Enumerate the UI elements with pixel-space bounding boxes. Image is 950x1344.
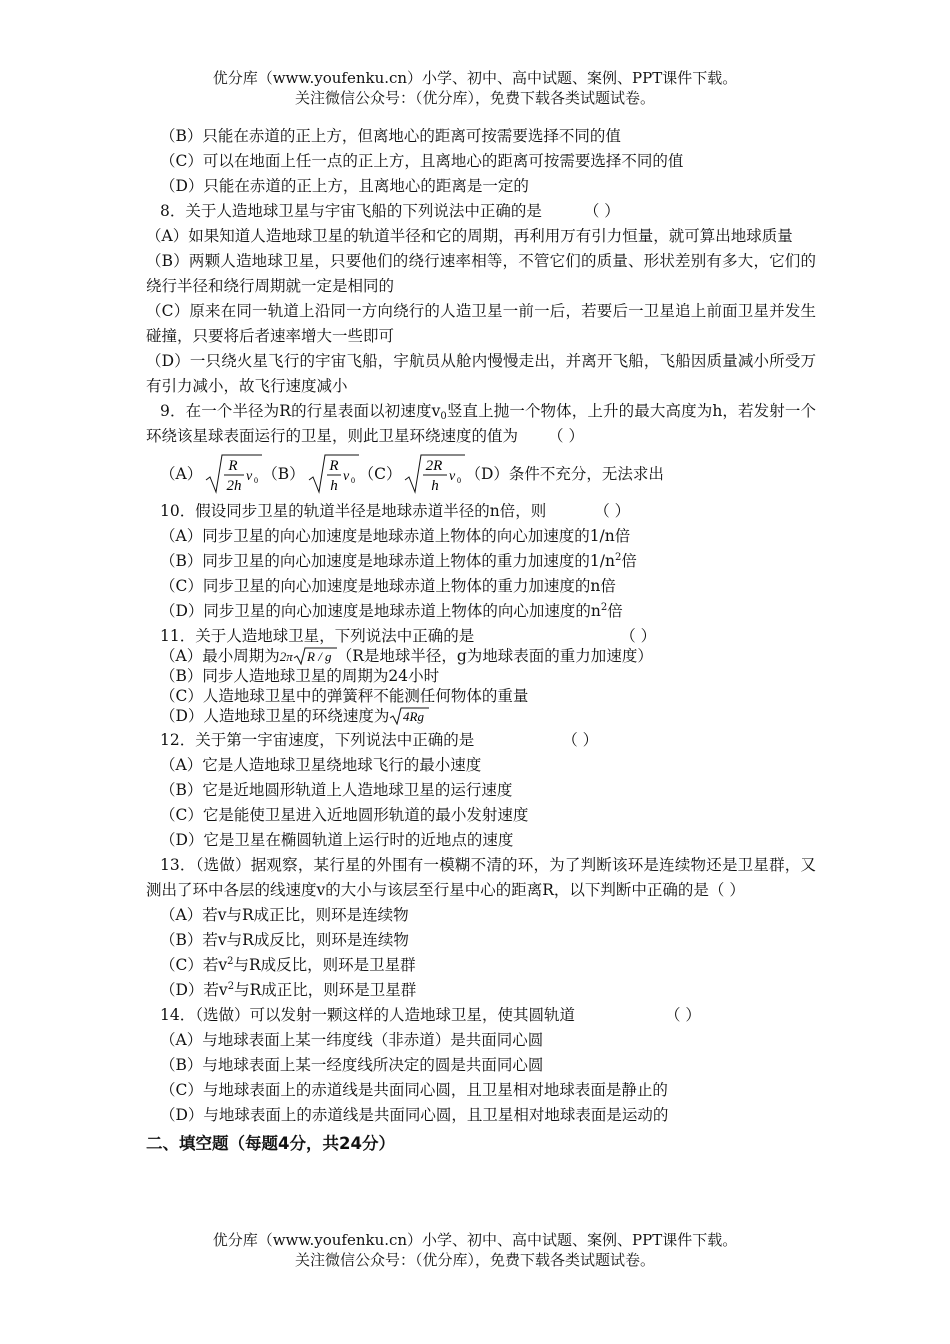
q9-c-v-sub: 0 <box>457 476 462 485</box>
q14-stem <box>146 1003 816 1028</box>
q10-stem-text: 10．假设同步卫星的轨道半径是地球赤道半径的n倍，则 <box>160 502 547 520</box>
q13-d-post: 与R成正比，则环是卫星群 <box>234 981 417 999</box>
q9-a-num: R <box>228 458 238 474</box>
q9-a-v-sub: 0 <box>254 476 259 485</box>
footer-line-2: 关注微信公众号：（优分库），免费下载各类试题试卷。 <box>294 1251 655 1269</box>
q9-stem-post: 竖直上抛一个物体，上升的最大高度为h，若发射一个环绕该星球表面运行的卫星，则此卫星环绕速度的值为 <box>146 402 817 445</box>
q13-c-pre: （C）若v <box>160 956 228 974</box>
q13-option-a: （A）若v与R成正比，则环是连续物 <box>160 906 409 924</box>
q10-b-post: 倍 <box>621 552 637 570</box>
q9-stem <box>146 399 816 449</box>
q10-option-d <box>146 599 816 624</box>
q9-options <box>146 449 816 499</box>
q9-option-a-label: （A） <box>160 465 203 483</box>
q10-b-sup: 2 <box>614 552 622 563</box>
q10-d-post: 倍 <box>607 602 623 620</box>
q9-option-c-label: （C） <box>358 465 402 483</box>
q9-option-c-formula <box>403 452 465 496</box>
header-line-2: 关注微信公众号：（优分库），免费下载各类试题试卷。 <box>294 89 655 107</box>
q11-a-post: （R是地球半径，g为地球表面的重力加速度） <box>336 647 653 665</box>
q12-stem <box>146 728 816 753</box>
q8-stem-text: 8．关于人造地球卫星与宇宙飞船的下列说法中正确的是 <box>160 202 542 220</box>
q9-option-a-formula <box>204 452 262 496</box>
q11-option-d <box>146 706 816 726</box>
exam-content <box>146 124 816 1158</box>
q9-b-v: v <box>342 469 349 484</box>
q9-b-v-sub: 0 <box>350 476 355 485</box>
q12-stem-text: 12．关于第一宇宙速度，下列说法中正确的是 <box>160 731 475 749</box>
q9-a-v: v <box>246 469 253 484</box>
q10-stem <box>146 499 816 524</box>
q13-c-sup: 2 <box>227 956 234 967</box>
q11-option-a <box>146 646 816 666</box>
q9-b-den: h <box>329 478 338 494</box>
q9-option-d: （D）条件不充分，无法求出 <box>465 465 664 483</box>
q14-option-d: （D）与地球表面上的赤道线是共面同心圆，且卫星相对地球表面是运动的 <box>160 1106 669 1124</box>
page-footer <box>0 1230 950 1270</box>
q12-option-d: （D）它是卫星在椭圆轨道上运行时的近地点的速度 <box>160 831 514 849</box>
q13-option-d <box>146 978 816 1003</box>
q12-option-a: （A）它是人造地球卫星绕地球飞行的最小速度 <box>160 756 482 774</box>
q11-d-rad: 4Rg <box>403 709 425 724</box>
q13-stem: 13．（选做）据观察，某行星的外围有一模糊不清的环，为了判断该环是连续物还是卫星群，又测出了环中各层的线速度v的大小与该层至行星中心的距离R，以下判断中正确的是（ ） <box>146 856 816 899</box>
q9-stem-pre: 9．在一个半径为R的行星表面以初速度v <box>160 402 441 420</box>
q10-d-sup: 2 <box>600 602 608 613</box>
q14-option-c: （C）与地球表面上的赤道线是共面同心圆，且卫星相对地球表面是静止的 <box>160 1081 668 1099</box>
q11-stem-text: 11．关于人造地球卫星，下列说法中正确的是 <box>160 627 475 645</box>
q8-option-d: （D）一只绕火星飞行的宇宙飞船，宇航员从舱内慢慢走出，并离开飞船，飞船因质量减小所受万有引力减小，故飞行速度减小 <box>146 352 816 395</box>
q13-option-b: （B）若v与R成反比，则环是连续物 <box>160 931 409 949</box>
q11-a-2pi: 2π <box>279 649 293 664</box>
q9-answer-paren: （ ） <box>548 427 584 445</box>
q10-answer-paren: （ ） <box>594 502 631 520</box>
q10-d-pre: （D）同步卫星的向心加速度是地球赤道上物体的向心加速度的n <box>160 602 601 620</box>
q10-option-a: （A）同步卫星的向心加速度是地球赤道上物体的向心加速度的1/n倍 <box>160 527 631 545</box>
q12-option-b: （B）它是近地圆形轨道上人造地球卫星的运行速度 <box>160 781 513 799</box>
q10-b-pre: （B）同步卫星的向心加速度是地球赤道上物体的重力加速度的1/n <box>160 552 615 570</box>
q8-option-a: （A）如果知道人造地球卫星的轨道半径和它的周期，再利用万有引力恒量，就可算出地球质量 <box>146 227 793 245</box>
q11-stem <box>146 626 816 646</box>
q9-c-den: h <box>431 478 440 494</box>
q14-option-b: （B）与地球表面上某一经度线所决定的圆是共面同心圆 <box>160 1056 544 1074</box>
q12-answer-paren: （ ） <box>562 731 599 749</box>
q8-option-b: （B）两颗人造地球卫星，只要他们的绕行速率相等，不管它们的质量、形状差别有多大，它们的绕行半径和绕行周期就一定是相同的 <box>146 252 816 295</box>
q7-option-c: （C）可以在地面上任一点的正上方，且离地心的距离可按需要选择不同的值 <box>160 152 684 170</box>
q11-d-pre: （D）人造地球卫星的环绕速度为 <box>160 707 390 725</box>
q13-d-sup: 2 <box>227 981 235 992</box>
q12-option-c: （C）它是能使卫星进入近地圆形轨道的最小发射速度 <box>160 806 529 824</box>
header-line-1: 优分库（www.youfenku.cn）小学、初中、高中试题、案例、PPT课件下载。 <box>212 69 738 87</box>
section-2-title: 二、填空题（每题4分，共24分） <box>146 1134 395 1153</box>
q11-a-rad: R / g <box>306 649 332 664</box>
q13-d-pre: （D）若v <box>160 981 228 999</box>
q7-option-b: （B）只能在赤道的正上方，但离地心的距离可按需要选择不同的值 <box>160 127 621 145</box>
q14-option-a: （A）与地球表面上某一纬度线（非赤道）是共面同心圆 <box>160 1031 544 1049</box>
q11-option-c: （C）人造地球卫星中的弹簧秤不能测任何物体的重量 <box>160 687 529 705</box>
q8-stem <box>146 199 816 224</box>
q10-option-c: （C）同步卫星的向心加速度是地球赤道上物体的重力加速度的n倍 <box>160 577 616 595</box>
q11-d-sqrt <box>389 707 429 730</box>
q14-stem-text: 14．（选做）可以发射一颗这样的人造地球卫星，使其圆轨道 <box>160 1006 575 1024</box>
q10-option-b <box>146 549 816 574</box>
q9-c-v: v <box>449 469 456 484</box>
q9-option-b-label: （B） <box>262 465 305 483</box>
q9-option-b-formula <box>307 452 359 496</box>
q11-answer-paren: （ ） <box>620 627 657 645</box>
q9-b-num: R <box>329 458 339 474</box>
page-header <box>0 68 950 108</box>
q8-answer-paren: （ ） <box>583 202 620 220</box>
q13-option-c <box>146 953 816 978</box>
q13-c-post: 与R成反比，则环是卫星群 <box>233 956 416 974</box>
q9-stem-sub: 0 <box>440 411 447 422</box>
q9-a-den: 2h <box>226 478 242 494</box>
q7-option-d: （D）只能在赤道的正上方，且离地心的距离是一定的 <box>160 177 529 195</box>
q11-option-b: （B）同步人造地球卫星的周期为24小时 <box>160 667 440 685</box>
q11-a-pre: （A）最小周期为 <box>160 647 280 665</box>
q14-answer-paren: （ ） <box>664 1006 701 1024</box>
q8-option-c: （C）原来在同一轨道上沿同一方向绕行的人造卫星一前一后，若要后一卫星追上前面卫星并发生碰撞，只要将后者速率增大一些即可 <box>146 302 816 345</box>
footer-line-1: 优分库（www.youfenku.cn）小学、初中、高中试题、案例、PPT课件下载。 <box>212 1231 738 1249</box>
q9-c-num: 2R <box>426 458 443 474</box>
